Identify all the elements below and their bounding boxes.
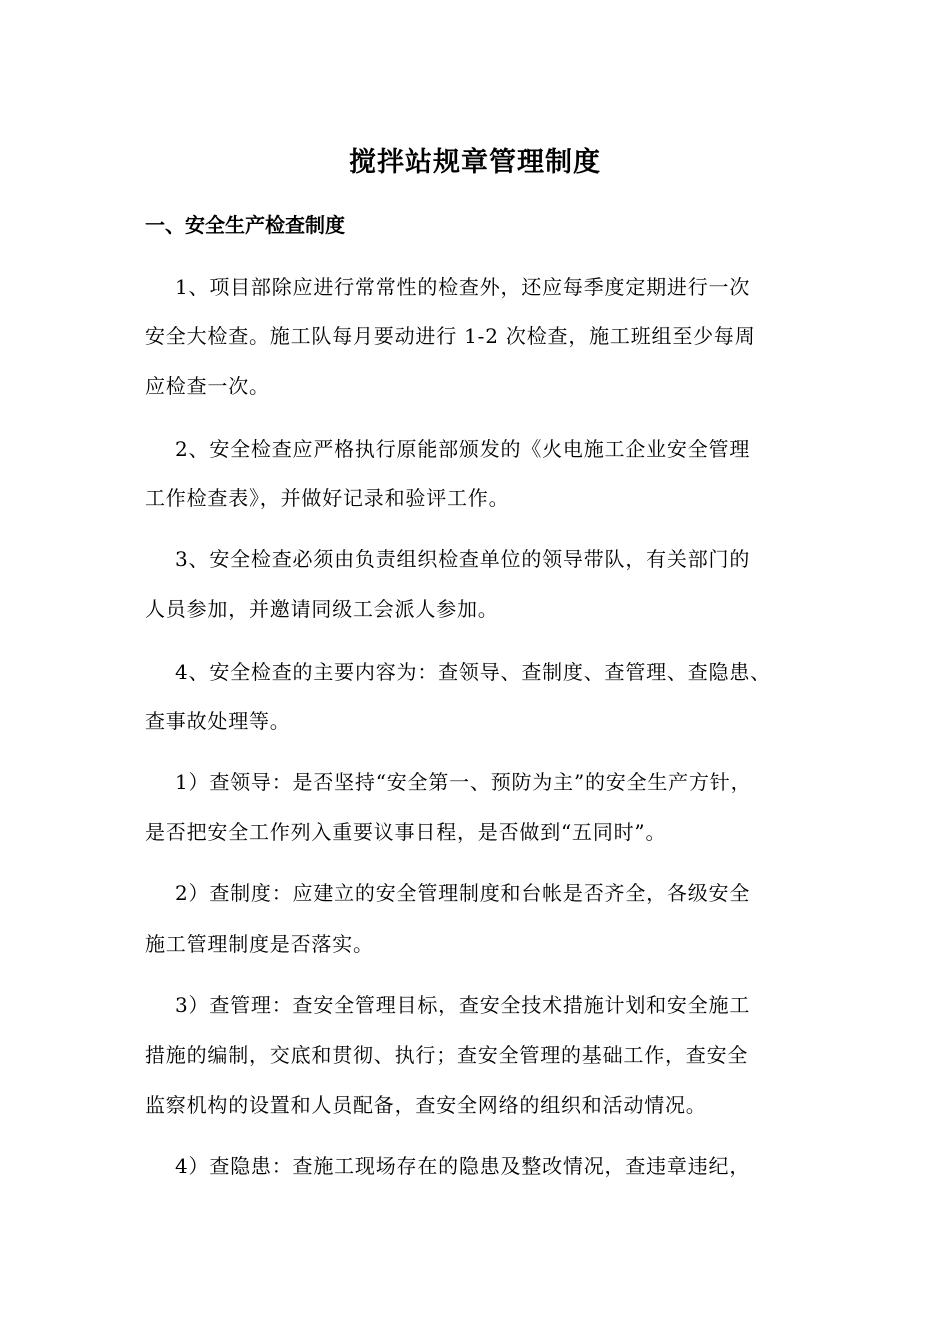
body-line: 工作检查表》，并做好记录和验评工作。 <box>145 486 510 510</box>
body-line: 监察机构的设置和人员配备，查安全网络的组织和活动情况。 <box>145 1093 707 1117</box>
body-line: 人员参加，并邀请同级工会派人参加。 <box>145 597 499 621</box>
document-title: 搅拌站规章管理制度 <box>349 147 601 178</box>
body-line: 4）查隐患：查施工现场存在的隐患及整改情况，查违章违纪， <box>175 1154 751 1178</box>
body-line: 3、安全检查必须由负责组织检查单位的领导带队，有关部门的 <box>175 547 751 571</box>
body-line: 安全大检查。施工队每月要动进行 1-2 次检查，施工班组至少每周 <box>145 324 756 348</box>
body-line: 查事故处理等。 <box>145 709 291 733</box>
body-line: 1、项目部除应进行常常性的检查外，还应每季度定期进行一次 <box>175 275 751 299</box>
body-line: 措施的编制，交底和贯彻、执行；查安全管理的基础工作，查安全 <box>145 1043 749 1067</box>
body-line: 是否把安全工作列入重要议事日程，是否做到“五同时”。 <box>145 820 667 844</box>
body-line: 施工管理制度是否落实。 <box>145 932 374 956</box>
body-line: 应检查一次。 <box>145 374 270 398</box>
body-line: 2）查制度：应建立的安全管理制度和台帐是否齐全，各级安全 <box>175 881 751 905</box>
body-line: 1）查领导：是否坚持“安全第一、预防为主”的安全生产方针， <box>175 770 752 794</box>
body-line: 3）查管理：查安全管理目标，查安全技术措施计划和安全施工 <box>175 993 751 1017</box>
body-line: 2、安全检查应严格执行原能部颁发的《火电施工企业安全管理 <box>175 437 751 461</box>
section-heading: 一、安全生产检查制度 <box>145 213 345 237</box>
body-line: 4、安全检查的主要内容为：查领导、查制度、查管理、查隐患、 <box>175 660 771 684</box>
